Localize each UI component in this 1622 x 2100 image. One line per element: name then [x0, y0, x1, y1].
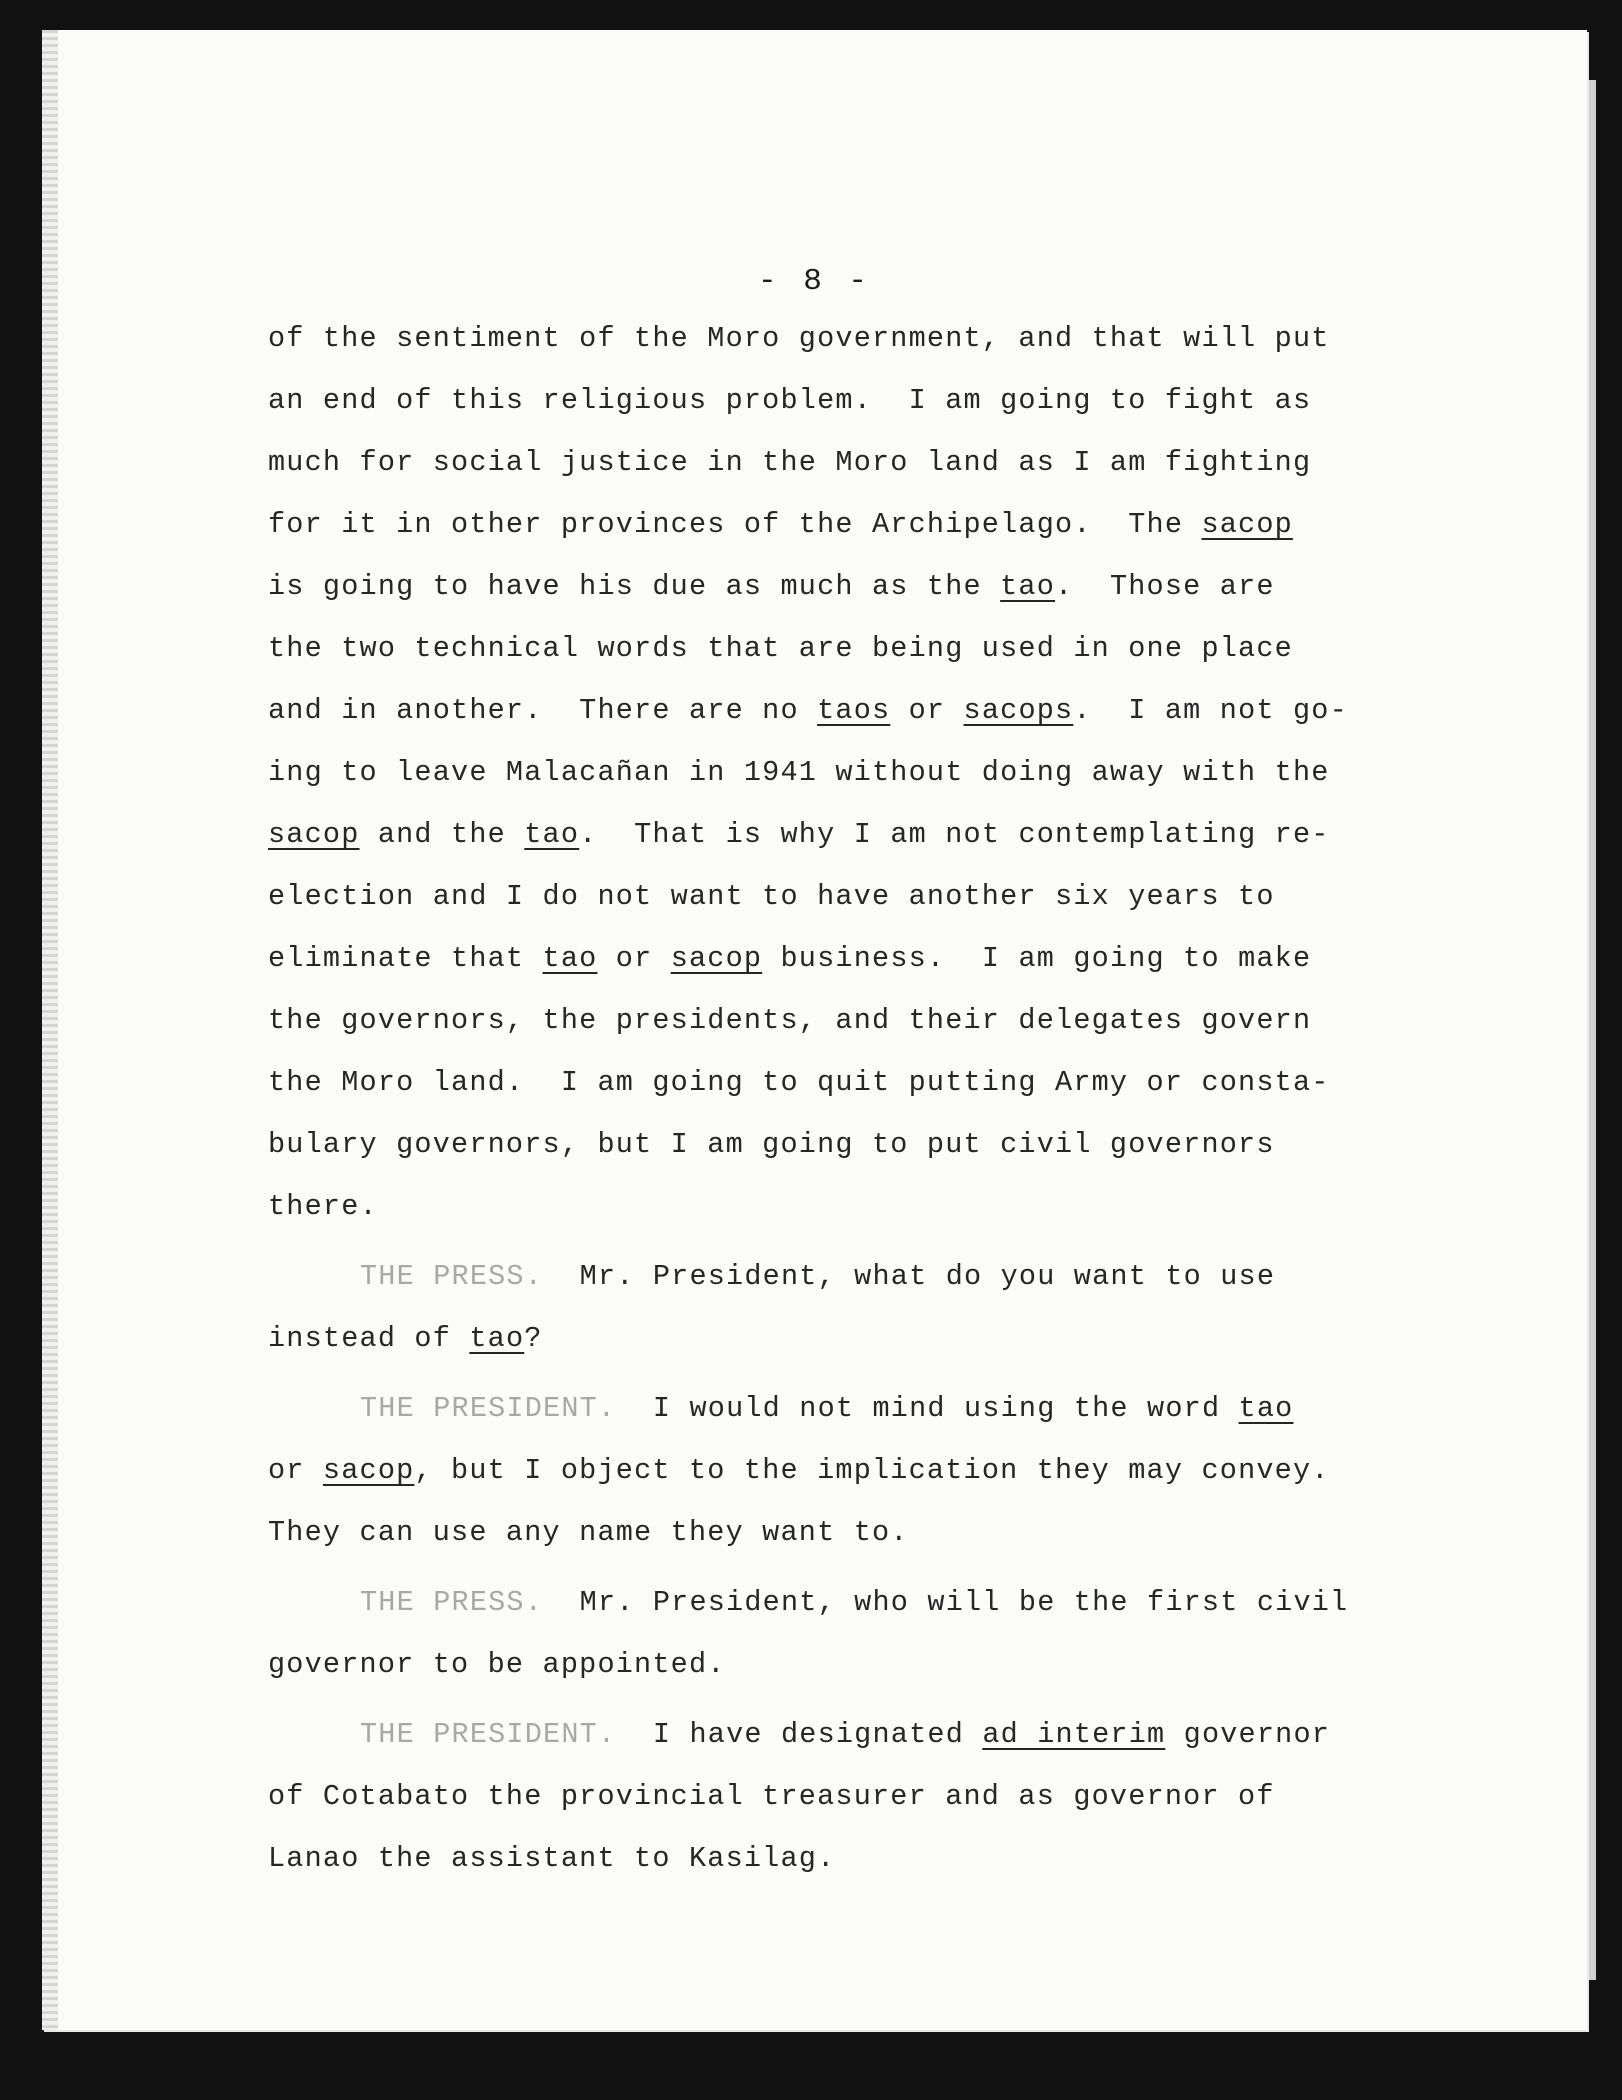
text-segment: . Those are: [1055, 570, 1275, 603]
text-line: [268, 1052, 1428, 1114]
text-segment: or: [268, 1454, 323, 1487]
text-segment: governor to be appointed.: [268, 1648, 726, 1681]
paragraph-gap: [268, 1238, 1428, 1246]
text-line: [268, 1502, 1428, 1564]
text-segment: of Cotabato the provincial treasurer and as governor of: [268, 1780, 1275, 1813]
underlined-term: tao: [1000, 570, 1056, 603]
text-line: [268, 680, 1428, 742]
speaker-label: THE PRESS.: [360, 1260, 544, 1293]
text-line: [268, 928, 1428, 990]
page-number: - 8 -: [757, 264, 871, 299]
text-segment: and in another. There are no: [268, 694, 818, 727]
text-line: [268, 370, 1428, 432]
text-segment: for it in other provinces of the Archipelago. The: [268, 508, 1202, 541]
text-line: [268, 1766, 1428, 1828]
transcript-body: [268, 308, 1428, 1890]
text-segment: Mr. President, who will be the first civil: [543, 1586, 1349, 1619]
text-segment: They can use any name they want to.: [268, 1516, 909, 1549]
underlined-term: sacop: [670, 942, 763, 975]
text-segment: I have designated: [616, 1718, 983, 1751]
text-segment: the Moro land. I am going to quit putting Army or consta-: [268, 1066, 1330, 1099]
text-segment: . That is why I am not contemplating re-: [579, 818, 1330, 851]
text-segment: instead of: [268, 1322, 470, 1355]
text-segment: business. I am going to make: [762, 942, 1312, 975]
text-line: [268, 494, 1428, 556]
text-line: [268, 1634, 1428, 1696]
text-segment: much for social justice in the Moro land as I am fighting: [268, 446, 1312, 479]
text-line: [268, 618, 1428, 680]
text-segment: ing to leave Malacañan in 1941 without doing away with the: [268, 756, 1330, 789]
text-segment: Mr. President, what do you want to use: [543, 1260, 1276, 1293]
paragraph-gap: [268, 1696, 1428, 1704]
underlined-term: ad interim: [982, 1718, 1166, 1751]
text-line: [268, 556, 1428, 618]
text-segment: . I am not go-: [1073, 694, 1348, 727]
text-line: [268, 1246, 1428, 1308]
text-segment: or: [890, 694, 964, 727]
text-segment: and the: [359, 818, 525, 851]
text-line: [268, 1828, 1428, 1890]
text-segment: there.: [268, 1190, 378, 1223]
underlined-term: tao: [1238, 1392, 1294, 1425]
speaker-label: THE PRESIDENT.: [360, 1718, 617, 1751]
text-line: [268, 308, 1428, 370]
underlined-term: sacop: [1201, 508, 1293, 541]
text-segment: ?: [524, 1322, 543, 1355]
text-segment: is going to have his due as much as the: [268, 570, 1001, 603]
text-segment: an end of this religious problem. I am going to fight as: [268, 384, 1312, 417]
text-segment: or: [597, 942, 671, 975]
text-line: [268, 1308, 1428, 1370]
underlined-term: tao: [542, 942, 598, 975]
text-segment: I would not mind using the word: [616, 1392, 1239, 1425]
text-line: [268, 432, 1428, 494]
underlined-term: taos: [817, 694, 891, 727]
page-binding-edge: [42, 30, 58, 2030]
paragraph-gap: [268, 1370, 1428, 1378]
text-segment: the two technical words that are being used in one place: [268, 632, 1293, 665]
paragraph-gap: [268, 1564, 1428, 1572]
underlined-term: sacops: [963, 694, 1074, 727]
text-line: [268, 990, 1428, 1052]
text-line: [268, 1114, 1428, 1176]
text-line: [268, 1704, 1428, 1766]
text-segment: , but I object to the implication they may convey.: [414, 1454, 1330, 1487]
text-segment: of the sentiment of the Moro government, and that will put: [268, 322, 1330, 355]
text-line: [268, 1440, 1428, 1502]
underlined-term: sacop: [268, 818, 360, 851]
underlined-term: sacop: [322, 1454, 415, 1487]
underlined-term: tao: [524, 818, 580, 851]
text-line: [268, 1572, 1428, 1634]
text-line: [268, 804, 1428, 866]
text-line: [268, 1176, 1428, 1238]
text-segment: governor: [1165, 1718, 1331, 1751]
text-segment: the governors, the presidents, and their delegates govern: [268, 1004, 1312, 1037]
underlined-term: tao: [469, 1322, 525, 1355]
text-segment: election and I do not want to have another six years to: [268, 880, 1275, 913]
text-line: [268, 866, 1428, 928]
text-line: [268, 742, 1428, 804]
speaker-label: THE PRESIDENT.: [360, 1392, 617, 1425]
text-line: [268, 1378, 1428, 1440]
text-segment: Lanao the assistant to Kasilag.: [268, 1842, 836, 1875]
text-segment: bulary governors, but I am going to put civil governors: [268, 1128, 1275, 1161]
text-segment: eliminate that: [268, 942, 543, 975]
speaker-label: THE PRESS.: [360, 1586, 544, 1619]
